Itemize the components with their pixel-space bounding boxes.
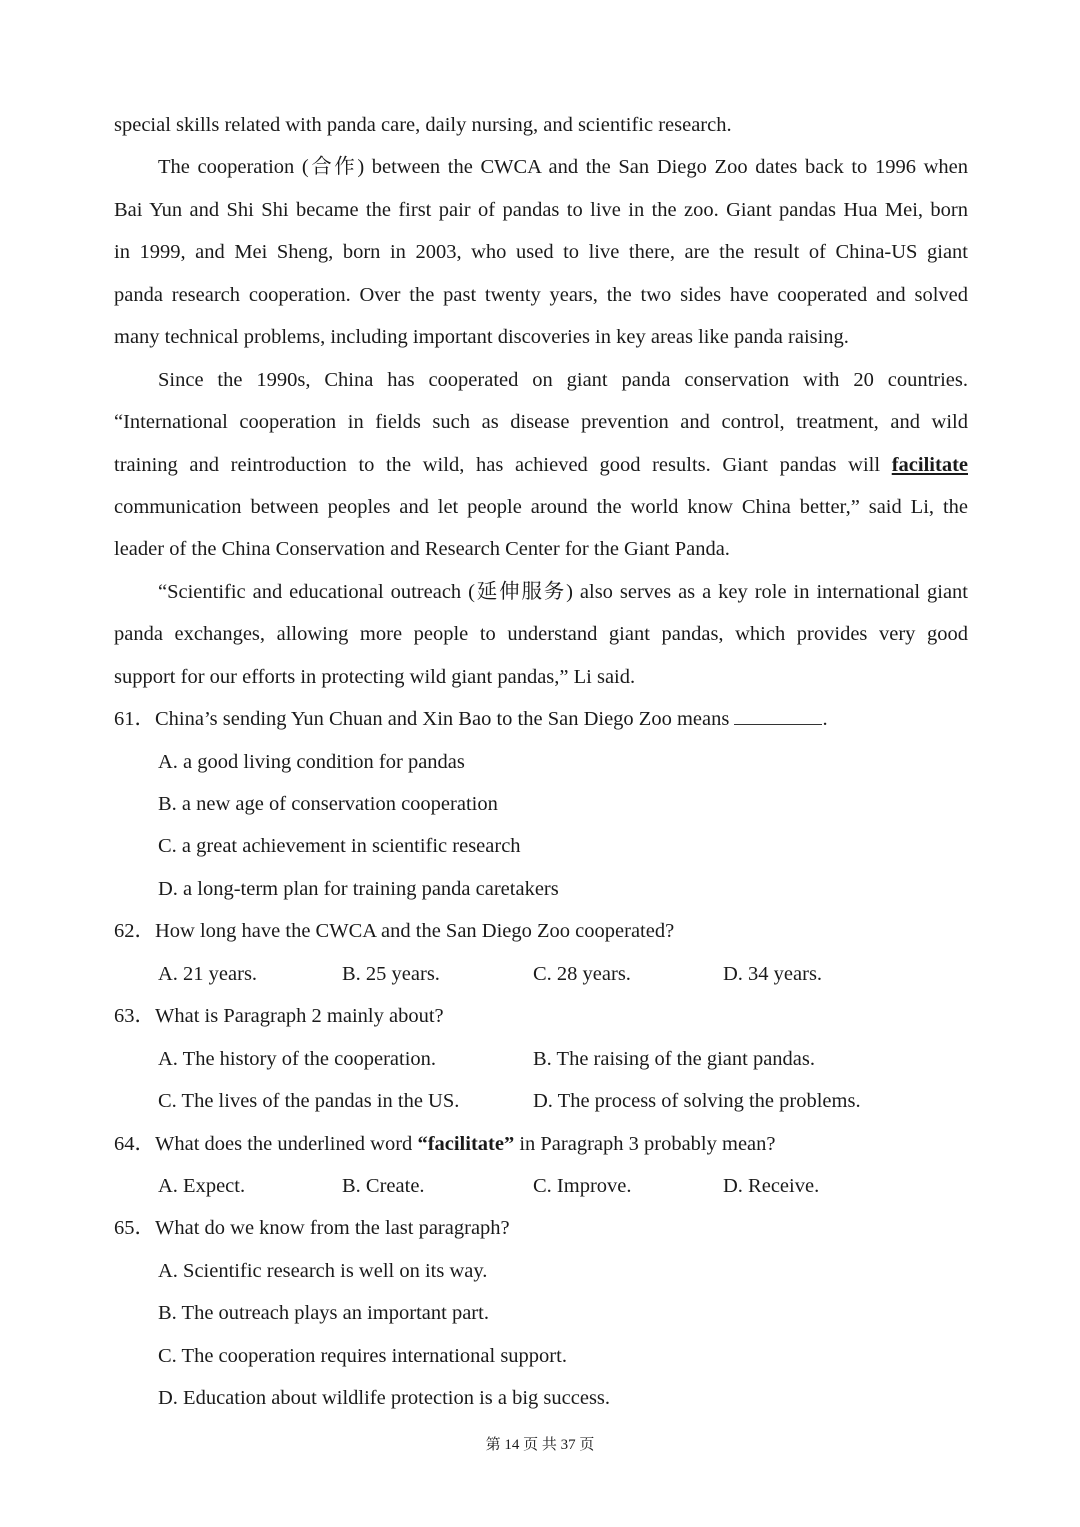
answer-option: D. The process of solving the problems. [533, 1090, 861, 1113]
option-row [114, 953, 968, 995]
question [114, 1123, 968, 1208]
answer-option: A. The history of the cooperation. [158, 1047, 437, 1070]
option-row [114, 1080, 968, 1122]
paragraph-line: leader of the China Conservation and Research Center for the Giant Panda. [114, 538, 730, 561]
question [114, 910, 968, 995]
stem-text: China’s sending Yun Chuan and Xin Bao to the San Diego Zoo means [155, 708, 730, 731]
answer-option: C. Improve. [533, 1174, 632, 1197]
paragraph-line: “International cooperation in fields such as disease prevention and control, treatment, and wild [114, 411, 968, 434]
answer-option: C. The cooperation requires international support. [158, 1344, 567, 1367]
answer-option: B. a new age of conservation cooperation [158, 793, 498, 815]
question-stem [114, 1207, 968, 1249]
question [114, 1207, 968, 1419]
question-stem [114, 995, 968, 1037]
paragraph-line: in 1999, and Mei Sheng, born in 2003, who used to live there, are the result of China-US giant [114, 241, 968, 264]
paragraph [114, 146, 968, 358]
answer-option: D. Education about wildlife protection is a big success. [158, 1387, 611, 1410]
paragraph-line: The cooperation (合作) between the CWCA and the San Diego Zoo dates back to 1996 when [158, 156, 968, 179]
answer-option: D. Receive. [723, 1174, 820, 1197]
paragraph-line: support for our efforts in protecting wild giant pandas,” Li said. [114, 665, 636, 688]
paragraph-line: “Scientific and educational outreach (延伸服务) also serves as a key role in international giant [158, 580, 968, 603]
answer-option: C. The lives of the pandas in the US. [158, 1090, 460, 1113]
paragraph-line [114, 444, 968, 486]
question-number: 63． [114, 1005, 155, 1028]
question-number: 61． [114, 708, 155, 731]
option-row [114, 1165, 968, 1207]
question [114, 698, 968, 910]
answer-option: D. 34 years. [723, 962, 823, 985]
document-body [114, 104, 968, 1420]
answer-option: D. a long-term plan for training panda caretakers [158, 877, 559, 900]
answer-option: C. a great achievement in scientific research [158, 835, 521, 858]
question-stem: 61．China’s sending Yun Chuan and Xin Bao to the San Diego Zoo means . [114, 708, 828, 731]
stem-text: What do we know from the last paragraph? [155, 1217, 510, 1240]
line-text: training and reintroduction to the wild, has achieved good results. Giant pandas will [114, 453, 892, 476]
page-footer: 第 14 页 共 37 页 [485, 1437, 595, 1453]
answer-option: C. 28 years. [533, 962, 631, 985]
stem-text: “facilitate” [417, 1132, 515, 1155]
question-number: 62． [114, 920, 155, 943]
paragraph-line: panda exchanges, allowing more people to understand giant pandas, which provides very good [114, 623, 968, 646]
paragraph-line: panda research cooperation. Over the past twenty years, the two sides have cooperated and solved [114, 283, 968, 306]
answer-blank [734, 706, 822, 725]
paragraph-line: Since the 1990s, China has cooperated on giant panda conservation with 20 countries. [158, 368, 968, 391]
answer-option: B. The raising of the giant pandas. [533, 1047, 816, 1070]
underlined-keyword: facilitate [891, 453, 968, 476]
answer-option: A. Scientific research is well on its way. [158, 1259, 488, 1282]
question-number: 64． [114, 1132, 155, 1155]
answer-option: A. Expect. [158, 1174, 246, 1197]
paragraph [114, 359, 968, 571]
stem-text: What is Paragraph 2 mainly about? [155, 1005, 444, 1028]
question-stem [114, 910, 968, 952]
question-stem [114, 1123, 968, 1165]
paragraph-line: special skills related with panda care, daily nursing, and scientific research. [114, 114, 732, 136]
answer-option: B. Create. [342, 1174, 425, 1197]
answer-option: A. 21 years. [158, 962, 258, 985]
question-number: 65． [114, 1217, 155, 1240]
option-row [114, 1038, 968, 1080]
stem-text: in Paragraph 3 probably mean? [514, 1132, 776, 1155]
paragraph [114, 104, 968, 146]
stem-text: What does the underlined word [155, 1132, 418, 1155]
stem-text: How long have the CWCA and the San Diego Zoo cooperated? [155, 920, 675, 943]
question [114, 995, 968, 1122]
paragraph-line: many technical problems, including important discoveries in key areas like panda raising. [114, 326, 849, 349]
answer-option: A. a good living condition for pandas [158, 750, 465, 773]
answer-option: B. The outreach plays an important part. [158, 1302, 489, 1325]
answer-option: B. 25 years. [342, 962, 440, 985]
paragraph-line: Bai Yun and Shi Shi became the first pair of pandas to live in the zoo. Giant pandas Hua Mei, born [114, 198, 968, 221]
paragraph [114, 571, 968, 698]
paragraph-line: communication between peoples and let people around the world know China better,” said Li, the [114, 495, 968, 518]
